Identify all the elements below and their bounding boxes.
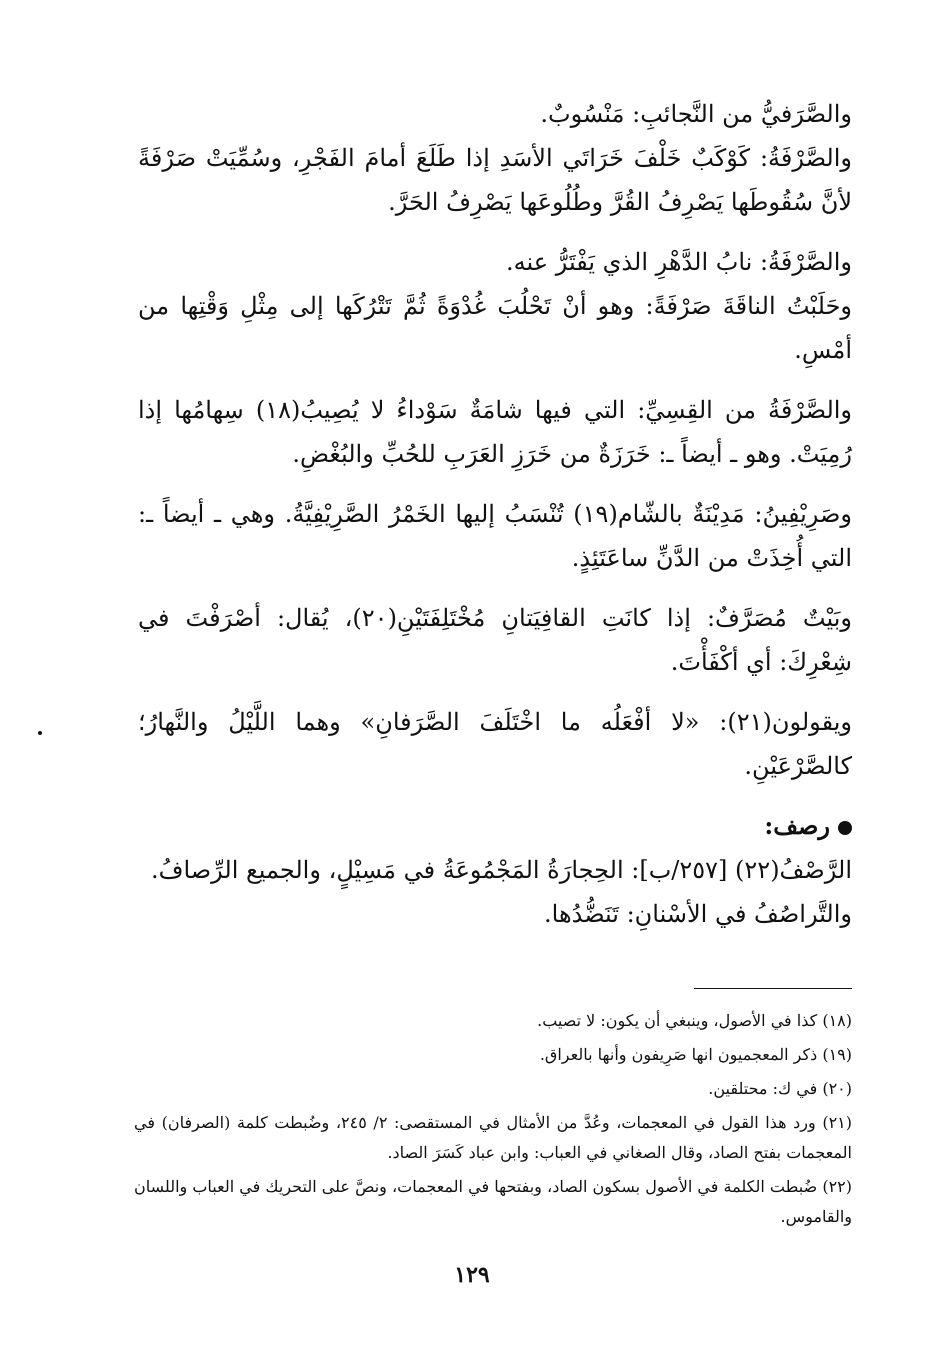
paragraph-sarfa-fang: والصَّرْفَةُ: نابُ الدَّهْرِ الذي يَفْتَرُّ عنه.: [506, 248, 852, 276]
paragraph-sarfa-milking: وحَلَبْتُ الناقَةَ صَرْفَةً: وهو أنْ تَحْلُبَ غُدْوَةً ثُمَّ تَتْرُكَها إلى مِثْلِ وَقْتِها من أمْسِ.: [138, 292, 852, 364]
bullet-icon: [838, 821, 852, 835]
main-text: [138, 92, 852, 936]
footnotes: [134, 1006, 852, 1236]
footnote-20: (٢٠) في ك: محتلقين.: [708, 1079, 852, 1098]
page-number: ١٢٩: [454, 1262, 490, 1288]
footnote-21: (٢١) ورد هذا القول في المعجمات، وعُدَّ من الأمثال في المستقصى: ٢/ ٢٤٥، وضُبطت كلمة (الصرفان) في المعجمات بفتح الصاد، وقال الصغاني في العباب: وابن عباد كَسَرَ الصاد.: [134, 1113, 852, 1162]
paragraph-rasf: الرَّصْفُ(٢٢) [٢٥٧/ب]: الحِجارَةُ المَجْمُوعَةُ في مَسِيْلٍ، والجميع الرِّصافُ.: [150, 856, 852, 884]
paragraph-tarasuf: والتَّراصُفُ في الأسْنانِ: تَنَضُّدُها.: [544, 900, 852, 928]
footnote-divider: [694, 988, 852, 989]
paragraph-sarfa-bow: والصَّرْفَةُ من القِسِيِّ: التي فيها شامَةٌ سَوْداءُ لا يُصِيبُ(١٨) سِهامُها إذا رُمِيَتْ. وهو ـ أيضاً ـ: خَرَزَةٌ من خَرَزِ العَرَبِ للحُبِّ والبُغْضِ.: [138, 396, 853, 468]
entry-heading: [138, 804, 852, 848]
footnote-22: (٢٢) ضُبطت الكلمة في الأصول بسكون الصاد، وبفتحها في المعجمات، ونصَّ على التحريك في العباب واللسان والقاموس.: [134, 1177, 852, 1226]
paragraph-sarfa-star: والصَّرْفَةُ: كَوْكَبٌ خَلْفَ خَرَاتَي الأسَدِ إذا طَلَعَ أمامَ الفَجْرِ، وسُمِّيَتْ صَرْفَةً لأنَّ سُقُوطَها يَصْرِفُ القُرَّ وطُلُوعَها يَصْرِفُ الحَرَّ.: [138, 144, 852, 216]
paragraph-sarafi: والصَّرَفيُّ من النَّجائبِ: مَنْسُوبٌ.: [540, 100, 852, 128]
paragraph-sarafan: ويقولون(٢١): «لا أفْعَلُه ما اخْتَلَفَ الصَّرَفانِ» وهما اللَّيْلُ والنَّهارُ؛ كالصَّرْعَيْنِ.: [138, 708, 852, 780]
entry-heading-label: رصف:: [764, 811, 830, 840]
paragraph-sarifin: وصَرِيْفِينُ: مَدِيْنَةٌ بالشّام(١٩) تُنْسَبُ إليها الخَمْرُ الصَّرِيْفِيَّةُ. وهي ـ أيضاً ـ: التي أُخِذَتْ من الدَّنِّ ساعَتَئِذٍ.: [138, 500, 852, 572]
footnote-19: (١٩) ذكر المعجميون انها صَرِيفون وأنها بالعراق.: [539, 1045, 852, 1064]
footnote-18: (١٨) كذا في الأصول، وينبغي أن يكون: لا تصيب.: [537, 1011, 852, 1030]
margin-speck: [38, 731, 42, 735]
paragraph-musarraf: وبَيْتٌ مُصَرَّفٌ: إذا كانَتِ القافِيَتانِ مُخْتَلِفَتَيْنِ(٢٠)، يُقال: أصْرَفْتَ في شِعْرِكَ: أي أكْفَأْتَ.: [138, 604, 852, 676]
